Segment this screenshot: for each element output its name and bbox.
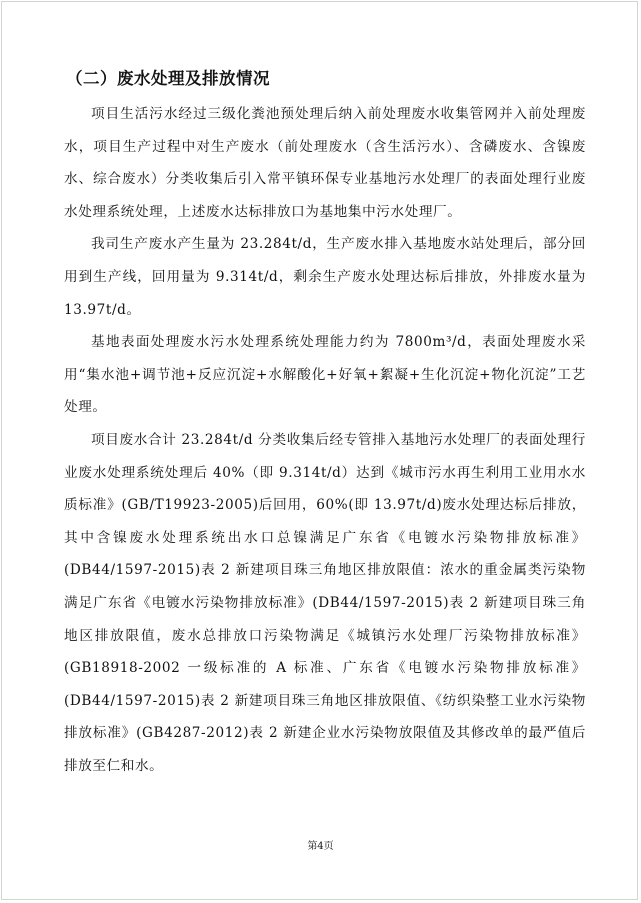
paragraph-treatment-capacity: 基地表面处理废水污水处理系统处理能力约为 7800m³/d，表面处理废水采用“集水池+调节池+反应沉淀+水解酸化+好氧+絮凝+生化沉淀+物化沉淀”工艺处理。 bbox=[64, 334, 586, 416]
document-body bbox=[64, 66, 586, 782]
page-number: 第4页 bbox=[307, 841, 334, 852]
paragraph-domestic-wastewater: 项目生活污水经过三级化粪池预处理后纳入前处理废水收集管网并入前处理废水，项目生产过程中对生产废水（前处理废水（含生活污水）、含磷废水、含镍废水、综合废水）分类收集后引入常平镇环保专业基地污水处理厂的表面处理行业废水处理系统处理，上述废水达标排放口为基地集中污水处理厂。 bbox=[64, 106, 586, 220]
paragraph-discharge-standards: 项目废水合计 23.284t/d 分类收集后经专管排入基地污水处理厂的表面处理行业废水处理系统处理后 40%（即 9.314t/d）达到《城市污水再生利用工业用水水质标准》(GB/T19923-2005)后回用，60%(即 13.97t/d)废水处理达标后排放，其中含镍废水处理系统出水口总镍满足广东省《电镀水污染物排放标准》(DB44/1597-2015)表 2 新建项目珠三角地区排放限值：浓水的重金属类污染物满足广东省《电镀水污染物排放标准》(DB44/1597-2015)表 2 新建项目珠三角地区排放限值，废水总排放口污染物满足《城镇污水处理厂污染物排放标准》(GB18918-2002 一级标准的 A 标准、广东省《电镀水污染物排放标准》(DB44/1597-2015)表 2 新建项目珠三角地区排放限值、《纺织染整工业水污染物排放标准》(GB4287-2012)表 2 新建企业水污染物放限值及其修改单的最严值后排放至仁和水。 bbox=[64, 431, 586, 774]
paragraph-wastewater-volume: 我司生产废水产生量为 23.284t/d，生产废水排入基地废水站处理后，部分回用到生产线，回用量为 9.314t/d，剩余生产废水处理达标后排放，外排废水量为 13.97t/d。 bbox=[64, 236, 586, 318]
section-heading: （二）废水处理及排放情况 bbox=[66, 69, 270, 88]
